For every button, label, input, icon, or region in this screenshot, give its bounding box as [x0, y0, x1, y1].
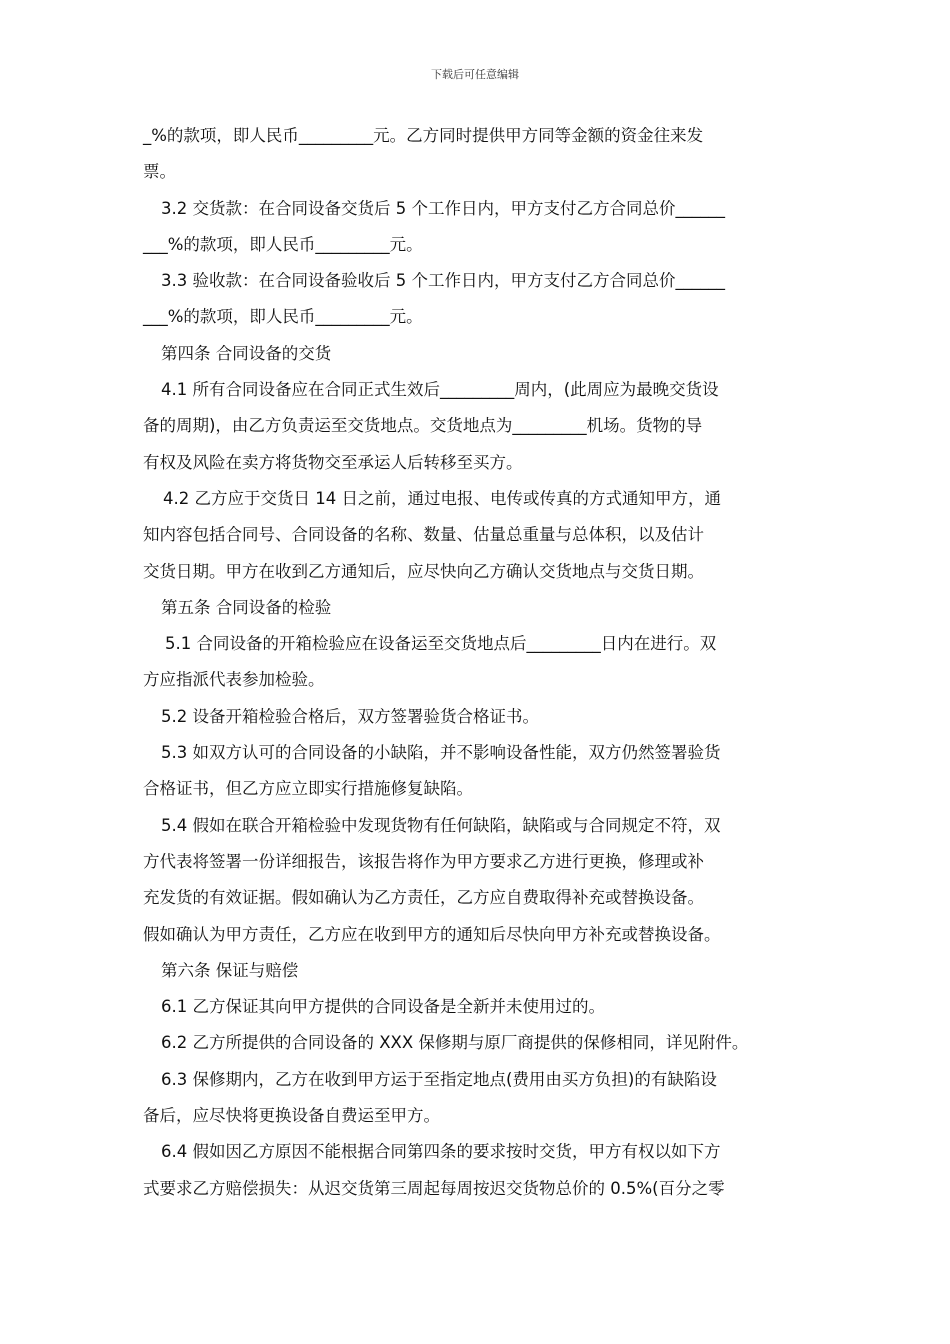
clause-3-2: 3.2 交货款：在合同设备交货后 5 个工作日内，甲方支付乙方合同总价______ [161, 198, 725, 218]
clause-4-1: 4.1 所有合同设备应在合同正式生效后_________周内，(此周应为最晚交货设 [161, 380, 719, 400]
paragraph-line: ___%的款项，即人民币_________元。 [143, 307, 423, 327]
paragraph-line: 方代表将签署一份详细报告，该报告将作为甲方要求乙方进行更换，修理或补 [143, 851, 704, 871]
paragraph-line: 假如确认为甲方责任，乙方应在收到甲方的通知后尽快向甲方补充或替换设备。 [143, 924, 721, 944]
paragraph-line: 合格证书，但乙方应立即实行措施修复缺陷。 [143, 779, 473, 799]
clause-5-4: 5.4 假如在联合开箱检验中发现货物有任何缺陷，缺陷或与合同规定不符，双 [161, 815, 721, 835]
clause-6-2: 6.2 乙方所提供的合同设备的 XXX 保修期与原厂商提供的保修相同，详见附件。 [161, 1033, 749, 1053]
section-heading-4: 第四条 合同设备的交货 [161, 343, 332, 363]
paragraph-line: 备的周期)，由乙方负责运至交货地点。交货地点为_________机场。货物的导 [143, 416, 703, 436]
clause-4-2: 4.2 乙方应于交货日 14 日之前，通过电报、电传或传真的方式通知甲方，通 [163, 488, 721, 508]
paragraph-line: _%的款项，即人民币_________元。乙方同时提供甲方同等金额的资金往来发 [143, 126, 704, 145]
paragraph-line: ___%的款项，即人民币_________元。 [143, 234, 423, 254]
clause-6-1: 6.1 乙方保证其向甲方提供的合同设备是全新并未使用过的。 [161, 997, 605, 1017]
paragraph-line: 方应指派代表参加检验。 [143, 670, 325, 690]
clause-3-3: 3.3 验收款：在合同设备验收后 5 个工作日内，甲方支付乙方合同总价______ [161, 271, 725, 291]
paragraph-line: 票。 [143, 162, 176, 182]
paragraph-line: 备后，应尽快将更换设备自费运至甲方。 [143, 1106, 440, 1126]
clause-5-3: 5.3 如双方认可的合同设备的小缺陷，并不影响设备性能，双方仍然签署验货 [161, 743, 721, 763]
clause-6-3: 6.3 保修期内，乙方在收到甲方运于至指定地点(费用由买方负担)的有缺陷设 [161, 1069, 717, 1089]
paragraph-line: 充发货的有效证据。假如确认为乙方责任，乙方应自费取得补充或替换设备。 [143, 888, 704, 908]
section-heading-5: 第五条 合同设备的检验 [161, 597, 332, 617]
paragraph-line: 交货日期。甲方在收到乙方通知后，应尽快向乙方确认交货地点与交货日期。 [143, 561, 704, 581]
paragraph-line: 有权及风险在卖方将货物交至承运人后转移至买方。 [143, 452, 523, 472]
paragraph-line: 式要求乙方赔偿损失：从迟交货第三周起每周按迟交货物总价的 0.5%(百分之零 [143, 1178, 725, 1198]
paragraph-line: 知内容包括合同号、合同设备的名称、数量、估量总重量与总体积，以及估计 [143, 525, 704, 545]
document-body [143, 118, 811, 1207]
clause-5-2: 5.2 设备开箱检验合格后，双方签署验货合格证书。 [161, 706, 539, 726]
section-heading-6: 第六条 保证与赔偿 [161, 960, 299, 980]
clause-6-4: 6.4 假如因乙方原因不能根据合同第四条的要求按时交货，甲方有权以如下方 [161, 1142, 721, 1162]
clause-5-1: 5.1 合同设备的开箱检验应在设备运至交货地点后_________日内在进行。双 [165, 634, 717, 654]
page-header: 下载后可任意编辑 [431, 68, 519, 81]
